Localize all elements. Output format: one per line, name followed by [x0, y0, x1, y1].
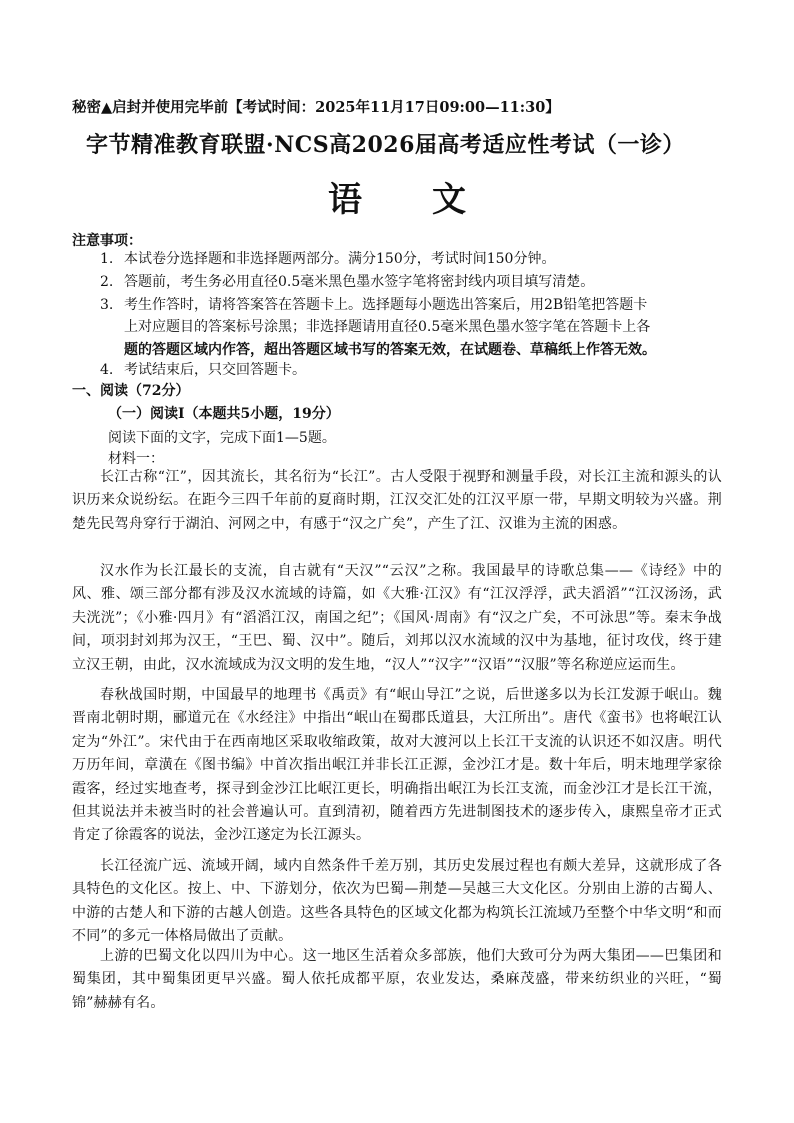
subject-title	[328, 172, 466, 221]
notice-item-text: 答题前，考生务必用直径0.5毫米黑色墨水签字笔将密封线内项目填写清楚。	[124, 274, 595, 290]
notice-item-number: 4.	[100, 362, 114, 378]
notice-heading: 注意事项：	[72, 233, 142, 249]
body-paragraph-4: 长江径流广远、流域开阔，域内自然条件千差万别，其历史发展过程也有颇大差异，这就形成了各具特色的文化区。按上、中、下游划分，依次为巴蜀—荆楚—吴越三大文化区。分别由上游的古蜀人、中游的古楚人和下游的古越人创造。这些各具特色的区域文化都为构筑长江流域乃至整个中华文明“和而不同”的多元一体格局做出了贡献。	[72, 858, 722, 945]
subject-char-2: 文	[432, 180, 466, 220]
notice-item-3-line-3: 题的答题区域内作答，超出答题区域书写的答案无效，在试题卷、草稿纸上作答无效。	[124, 342, 656, 358]
subject-char-1: 语	[328, 180, 362, 220]
body-paragraph-3: 春秋战国时期，中国最早的地理书《禹贡》有“岷山导江”之说，后世遂多以为长江发源于岷山。魏晋南北朝时期，郦道元在《水经注》中指出“岷山在蜀郡氐道县，大江所出”。唐代《蛮书》也将岷江认定为“外江”。宋代由于在西南地区采取收缩政策，故对大渡河以上长江干支流的认识还不如汉唐。明代万历年间，章潢在《图书编》中首次指出岷江并非长江正源，金沙江才是。数十年后，明末地理学家徐霞客，经过实地查考，探寻到金沙江比岷江更长，明确指出岷江为长江支流，而金沙江才是长江干流，但其说法并未被当时的社会普遍认可。直到清初，随着西方先进制图技术的逐步传入，康熙皇帝才正式肯定了徐霞客的说法，金沙江遂定为长江源头。	[72, 687, 722, 844]
notice-item-3	[100, 294, 647, 316]
body-paragraph-2: 汉水作为长江最长的支流，自古就有“天汉”“云汉”之称。我国最早的诗歌总集——《诗经》中的风、雅、颂三部分都有涉及汉水流域的诗篇，如《大雅·江汉》有“江汉浮浮，武夫滔滔”“江汉汤汤，武夫洸洸”；《小雅·四月》有“滔滔江汉，南国之纪”；《国风·周南》有“汉之广矣，不可泳思”等。秦末争战间，项羽封刘邦为汉王，“王巴、蜀、汉中”。随后，刘邦以汉水流域的汉中为基地，征讨攻伐，终于建立汉王朝，由此，汉水流域成为汉文明的发生地，“汉人”“汉字”“汉语”“汉服”等名称逆应运而生。	[72, 563, 722, 673]
exam-title: 字节精准教育联盟·NCS高2026届高考适应性考试（一诊）	[86, 132, 685, 158]
body-paragraph-5: 上游的巴蜀文化以四川为中心。这一地区生活着众多部族，他们大致可分为两大集团——巴集团和蜀集团，其中蜀集团更早兴盛。蜀人依托成都平原，农业发达，桑麻茂盛，带来纺织业的兴旺，“蜀锦”赫赫有名。	[72, 948, 722, 1011]
notice-item-number: 1.	[100, 251, 114, 267]
notice-item-2	[100, 271, 594, 293]
confidential-header: 秘密▲启封并使用完毕前【考试时间：2025年11月17日09:00—11:30】	[72, 99, 560, 116]
section-heading: 一、阅读（72分）	[72, 383, 190, 399]
subsection-heading: （一）阅读Ⅰ（本题共5小题，19分）	[108, 406, 340, 422]
notice-item-1	[100, 248, 555, 270]
notice-item-text: 考生作答时，请将答案答在答题卡上。选择题每小题选出答案后，用2B铅笔把答题卡	[124, 297, 648, 313]
notice-item-text: 本试卷分选择题和非选择题两部分。满分150分，考试时间150分钟。	[124, 251, 556, 267]
notice-item-number: 2.	[100, 274, 114, 290]
reading-instruction: 阅读下面的文字，完成下面1—5题。	[108, 430, 336, 446]
notice-item-3-line-2: 上对应题目的答案标号涂黑；非选择题请用直径0.5毫米黑色墨水签字笔在答题卡上各	[124, 319, 651, 335]
body-paragraph-1: 长江古称“江”，因其流长，其名衍为“长江”。古人受限于视野和测量手段，对长江主流和源头的认识历来众说纷纭。在距今三四千年前的夏商时期，江汉交汇处的江汉平原一带，早期文明较为兴盛。荆楚先民驾舟穿行于湖泊、河网之中，有感于“汉之广矣”，产生了江、汉谁为主流的困惑。	[72, 469, 722, 532]
notice-item-text: 考试结束后，只交回答题卡。	[124, 362, 306, 378]
notice-item-number: 3.	[100, 297, 114, 313]
notice-item-4	[100, 359, 306, 381]
material-label: 材料一：	[108, 451, 164, 467]
